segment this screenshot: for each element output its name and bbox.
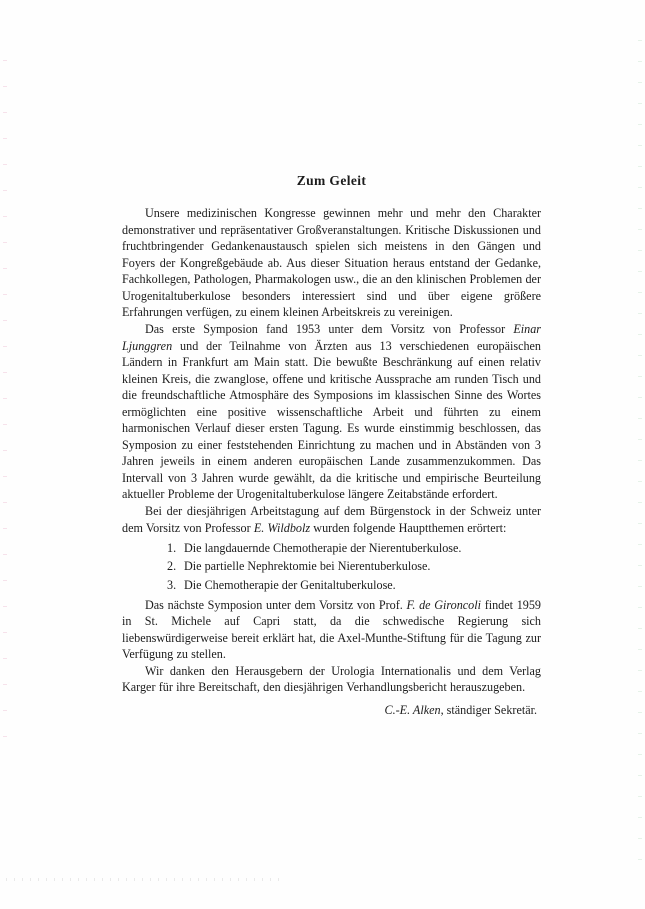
person-name-de-gironcoli: F. de Gironcoli xyxy=(406,597,481,612)
page-title: Zum Geleit xyxy=(296,173,367,188)
paragraph-opening xyxy=(122,205,541,321)
list-item xyxy=(167,557,541,575)
signature-name: C.-E. Alken xyxy=(384,703,441,718)
paragraph-text: Das nächste Symposion unter dem Vorsitz von Prof. xyxy=(145,597,407,612)
paragraph-first-symposion xyxy=(122,321,541,503)
paragraph-text: findet 1959 in St. Michele auf Capri statt, da die schwedische Regierung sich liebenswürdigerweise bereit erklärt hat, die Axel-Munthe-Stiftung für die Tagung zur Verfügung zu stellen. xyxy=(122,597,541,662)
scan-speckle-right-edge xyxy=(638,40,642,860)
signature-line xyxy=(122,702,541,719)
list-item-label: Die Chemotherapie der Genitaltuberkulose. xyxy=(184,577,396,592)
signature-role: , ständiger Sekretär. xyxy=(440,703,537,718)
list-item-label: Die langdauernde Chemotherapie der Nierentuberkulose. xyxy=(184,541,462,556)
paragraph-text: und der Teilnahme von Ärzten aus 13 verschiedenen europäischen Ländern in Frankfurt am Main statt. Die bewußte Beschränkung auf einen relativ kleinen Kreis, die zwanglose, offene und kritische Aussprache am runden Tisch und die freundschaftliche Atmosphäre des Symposions im klassischen Sinne des Wortes ermöglichten eine positive wissenschaftliche Arbeit und führten zu einem harmonischen Verlauf dieser ersten Tagung. Es wurde einstimmig beschlossen, das Symposion zu einer feststehenden Einrichtung zu machen und in Abständen von 3 Jahren jeweils in einem anderen europäischen Lande zusammenzukommen. Das Intervall von 3 Jahren wurde gewählt, da die kritische und empirische Beurteilung aktueller Probleme der Urogenitaltuberkulose längere Zeitabstände erfordert. xyxy=(122,338,541,502)
paragraph-text: Unsere medizinischen Kongresse gewinnen mehr und mehr den Charakter demonstrativer und repräsentativer Großveranstaltungen. Kritische Diskussionen und fruchtbringender Gedankenaustausch spielen sich meistens in den Gängen und Foyers der Kongreßgebäude ab. Aus dieser Situation heraus entstand der Gedanke, Fachkollegen, Pathologen, Pharmakologen usw., die an den klinischen Problemen der Urogenitaltuberkulose besonders interessiert sind und über eigene größere Erfahrungen verfügen, zu einem kleinen Arbeitskreis zu vereinigen. xyxy=(122,206,541,320)
list-item xyxy=(167,576,541,594)
paragraph-current-meeting xyxy=(122,503,541,536)
scan-speckle-left-edge xyxy=(3,60,7,760)
topics-list xyxy=(122,539,541,594)
person-name-wildbolz: E. Wildbolz xyxy=(253,520,311,535)
text-column xyxy=(122,173,541,719)
list-item xyxy=(167,539,541,557)
paragraph-next-symposion xyxy=(122,597,541,663)
scan-speckle-bottom-edge xyxy=(6,878,286,881)
list-item-number: 1. xyxy=(167,541,177,556)
paragraph-text: wurden folgende Hauptthemen erörtert: xyxy=(310,520,507,535)
person-name-ljunggren: Einar Ljunggren xyxy=(122,322,541,353)
paragraph-text: Das erste Symposion fand 1953 unter dem Vorsitz von Professor xyxy=(145,322,514,337)
paragraph-text: Wir danken den Herausgebern der Urologia Internationalis und dem Verlag Karger für ihre Bereitschaft, den diesjährigen Verhandlungsbericht herauszugeben. xyxy=(122,663,541,695)
list-item-number: 2. xyxy=(167,559,177,574)
paragraph-acknowledgements xyxy=(122,663,541,696)
paragraph-text: Bei der diesjährigen Arbeitstagung auf dem Bürgenstock in der Schweiz unter dem Vorsitz von Professor xyxy=(122,504,541,535)
list-item-label: Die partielle Nephrektomie bei Nierentuberkulose. xyxy=(184,559,431,574)
list-item-number: 3. xyxy=(167,577,177,592)
